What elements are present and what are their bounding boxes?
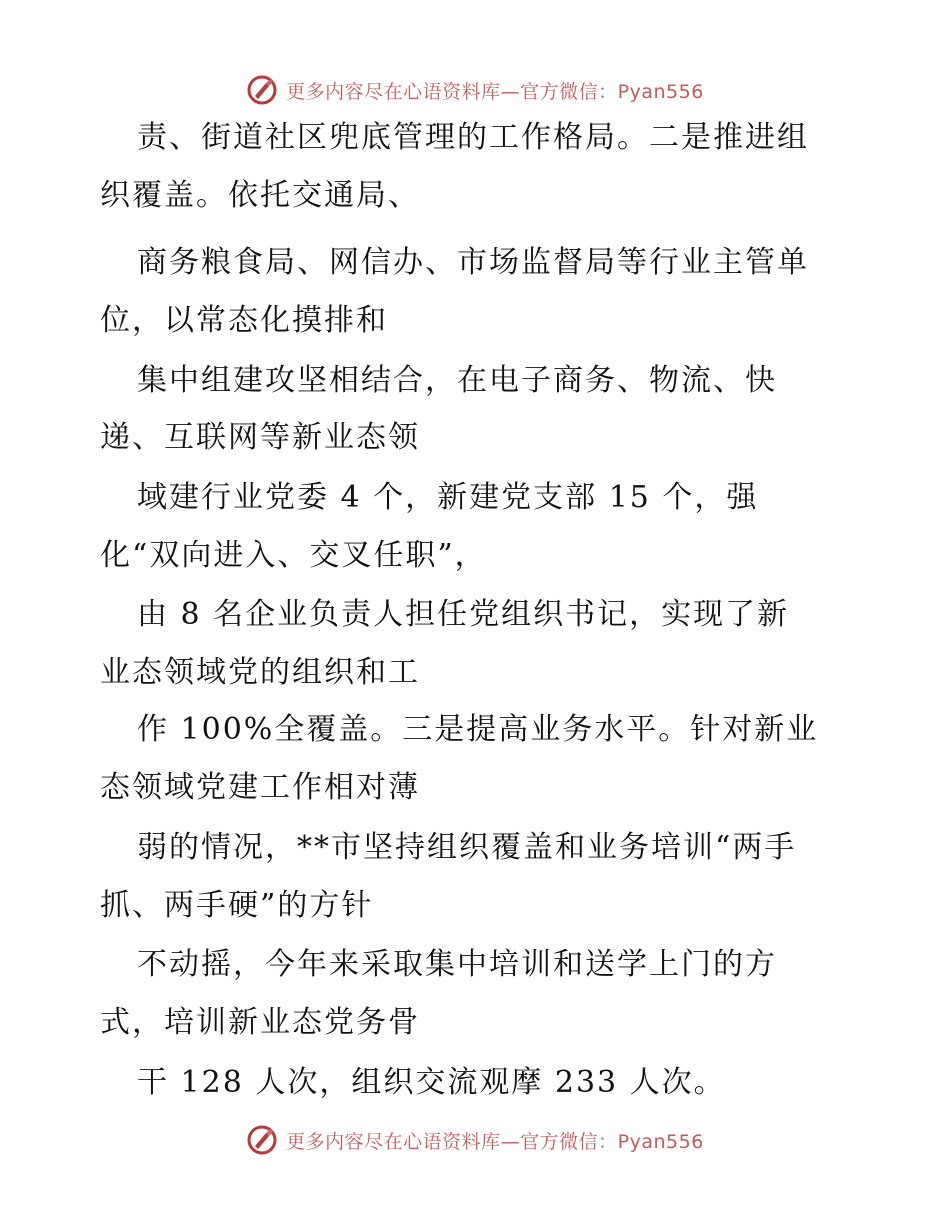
text-line: 业态领域党的组织和工 <box>100 655 420 690</box>
header-watermark <box>0 70 950 110</box>
footer-watermark-text: 更多内容尽在心语资料库—官方微信：Pyan556 <box>286 1130 704 1153</box>
text-line: 责、街道社区兜底管理的工作格局。二是推进组 <box>137 120 809 155</box>
text-line: 态领域党建工作相对薄 <box>100 770 420 805</box>
text-line: 集中组建攻坚相结合，在电子商务、物流、快 <box>137 363 777 398</box>
footer-watermark <box>0 1120 950 1160</box>
text-line: 商务粮食局、网信办、市场监督局等行业主管单 <box>137 245 809 280</box>
text-line: 织覆盖。依托交通局、 <box>100 178 420 213</box>
brand-logo-icon <box>246 74 278 106</box>
brand-logo-icon <box>246 1124 278 1156</box>
text-line: 抓、两手硬”的方针 <box>100 888 374 923</box>
text-line: 作 100%全覆盖。三是提高业务水平。针对新业 <box>137 712 819 747</box>
text-line: 弱的情况，**市坚持组织覆盖和业务培训“两手 <box>137 830 797 865</box>
text-line: 由 8 名企业负责人担任党组织书记，实现了新 <box>137 597 790 632</box>
text-line: 化“双向进入、交叉任职”， <box>100 538 487 573</box>
text-line: 递、互联网等新业态领 <box>100 420 420 455</box>
header-watermark-text: 更多内容尽在心语资料库—官方微信：Pyan556 <box>286 80 704 103</box>
text-line: 域建行业党委 4 个，新建党支部 15 个，强 <box>137 480 759 515</box>
text-line: 式，培训新业态党务骨 <box>100 1005 420 1040</box>
text-line: 不动摇，今年来采取集中培训和送学上门的方 <box>137 947 777 982</box>
text-line: 位，以常态化摸排和 <box>100 303 388 338</box>
text-line: 干 128 人次，组织交流观摩 233 人次。 <box>137 1065 726 1100</box>
